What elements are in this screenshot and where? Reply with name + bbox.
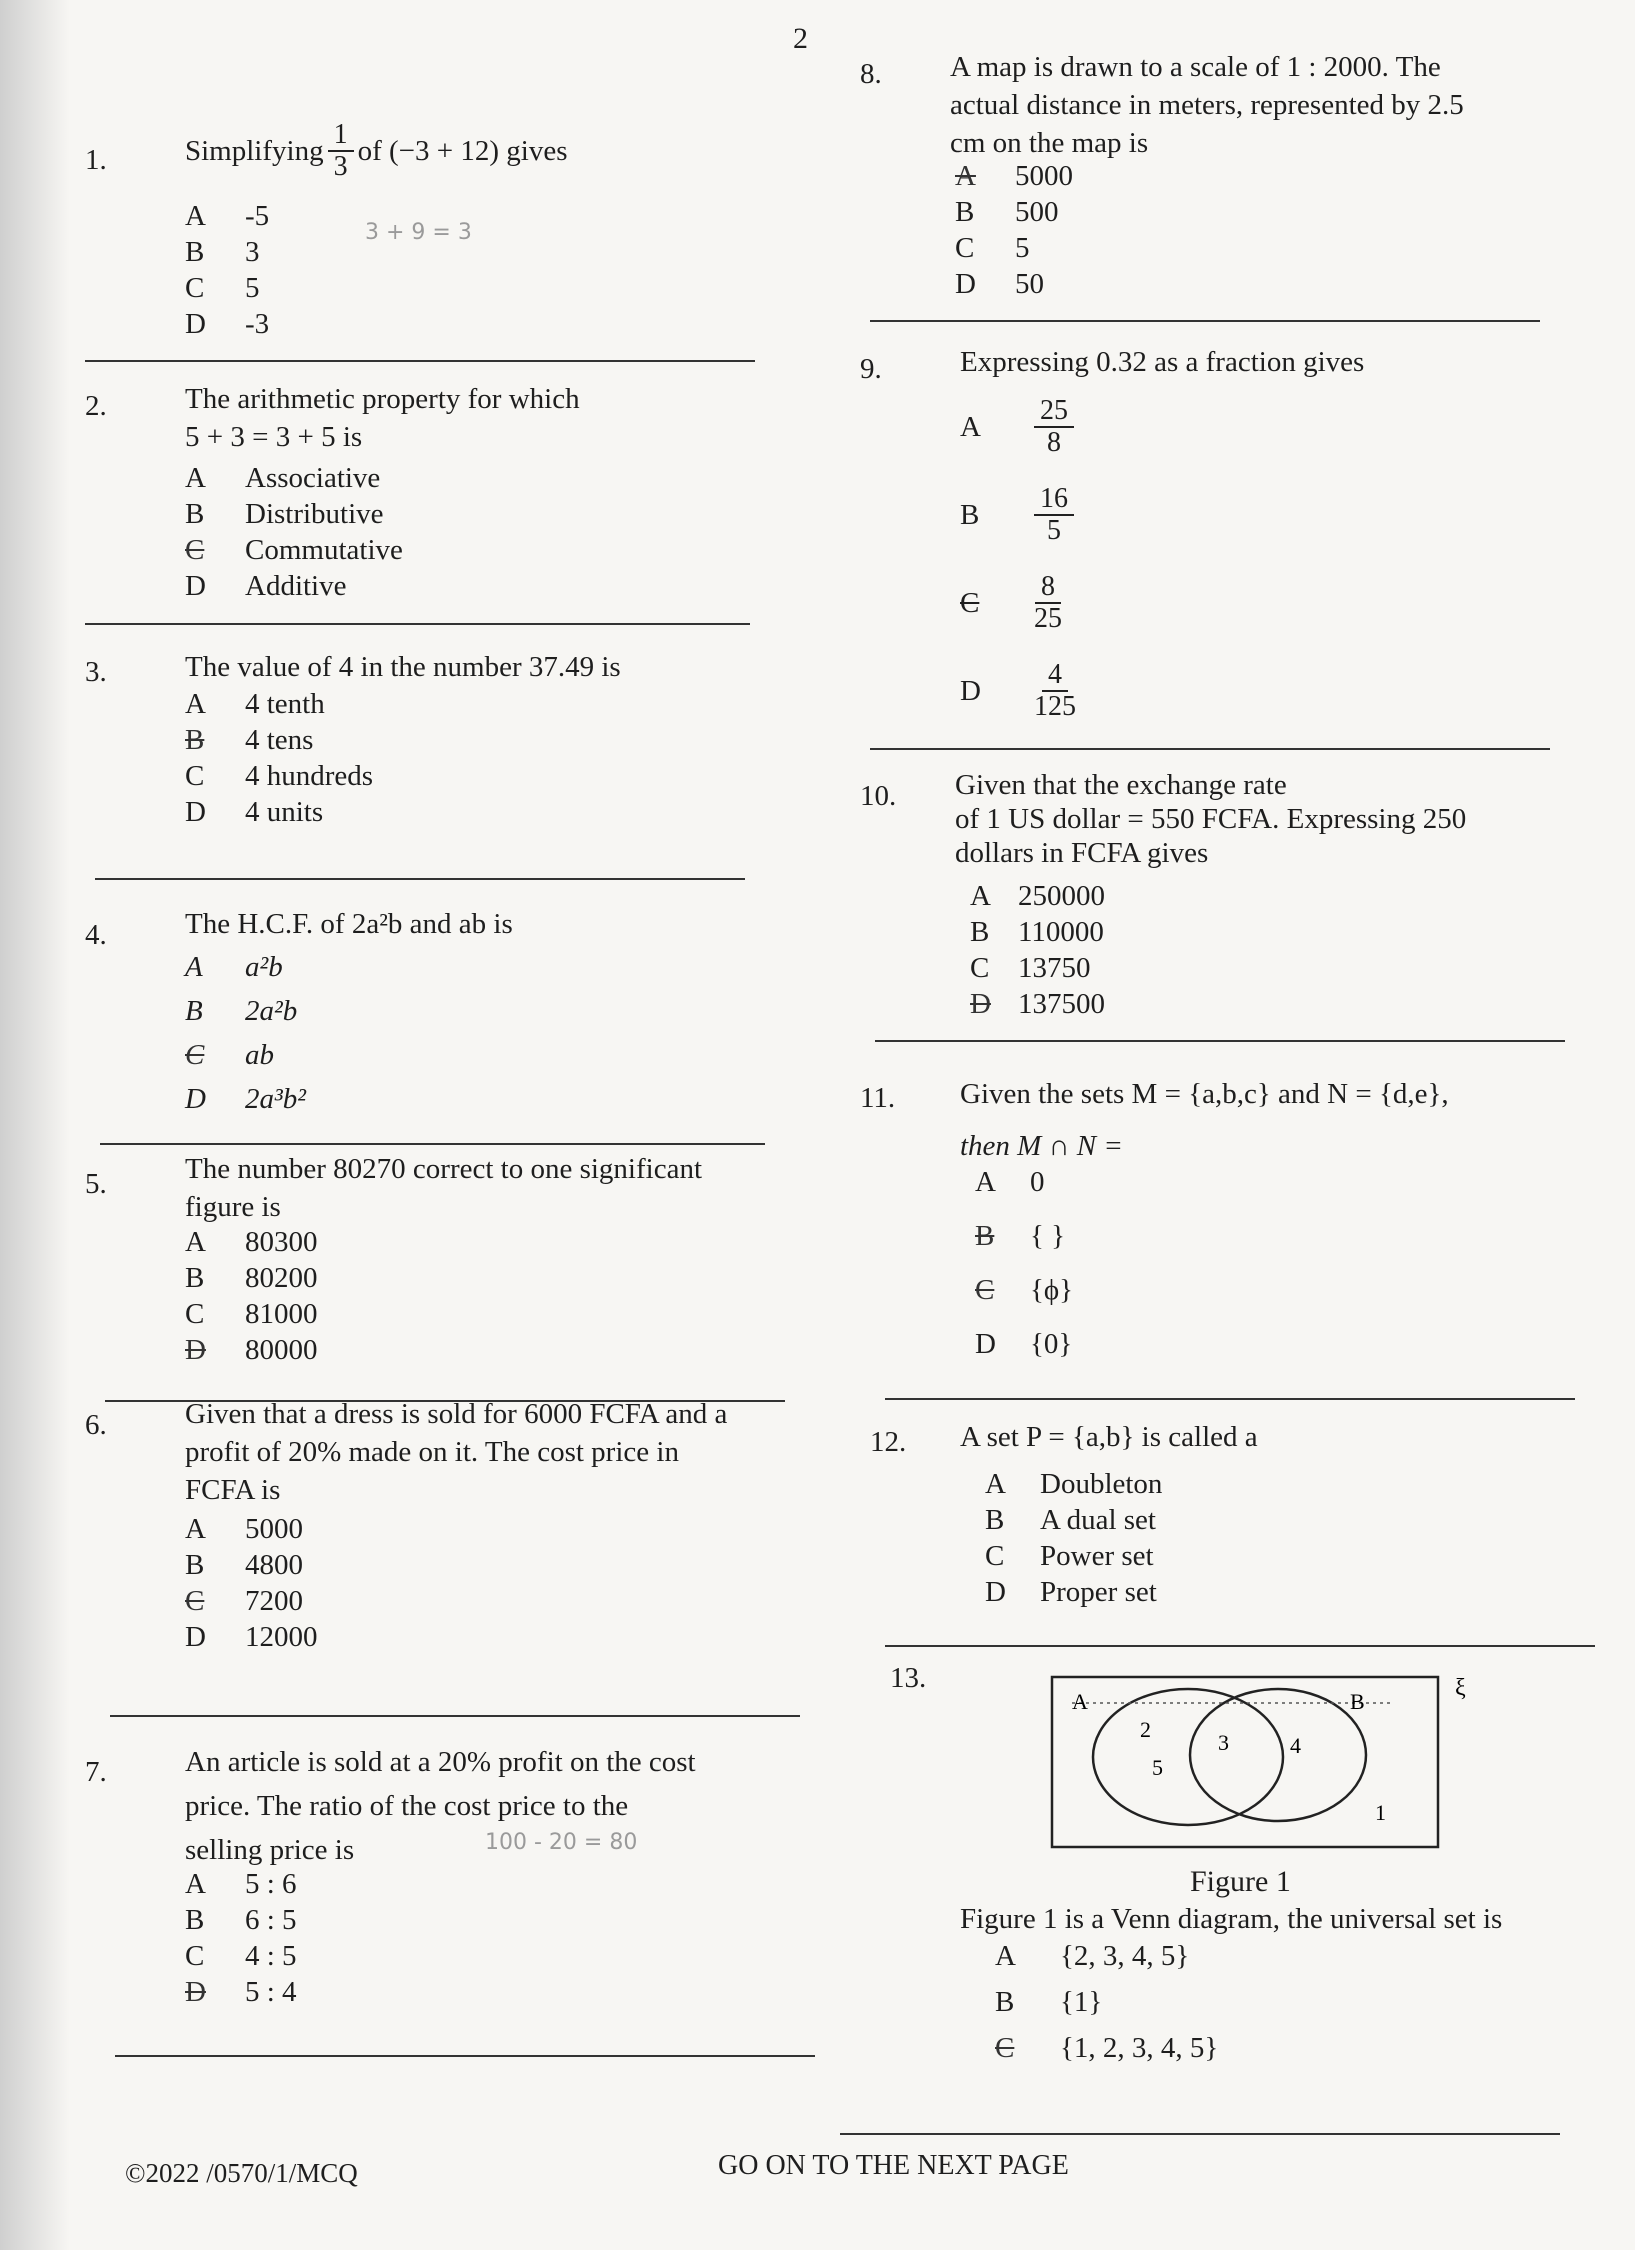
question-line: Given the sets M = {a,b,c} and N = {d,e}, [960, 1078, 1449, 1110]
fraction-denominator: 5 [1047, 515, 1061, 546]
fraction [1034, 572, 1062, 634]
question-line: profit of 20% made on it. The cost price in [185, 1436, 679, 1468]
separator [885, 1398, 1575, 1400]
option-d[interactable] [960, 647, 1080, 735]
option-value: Distributive [245, 498, 384, 530]
option-letter: C [185, 1039, 205, 1071]
options-list [185, 1513, 318, 1657]
question-text: Figure 1 is a Venn diagram, the universal set is [960, 1903, 1503, 1935]
option-c-marked[interactable] [995, 2032, 1218, 2078]
option-letter: D [960, 674, 981, 707]
option-letter: A [955, 160, 976, 192]
option-value: -5 [245, 200, 270, 232]
question-number: 4. [85, 919, 107, 951]
option-value: 5 [245, 272, 260, 304]
option-letter: C [185, 272, 205, 304]
option-value: 13750 [1018, 952, 1091, 984]
separator [115, 2055, 815, 2057]
option-letter: C [975, 1274, 995, 1306]
option-a[interactable] [185, 1513, 318, 1549]
question-line: The number 80270 correct to one significant [185, 1153, 703, 1185]
question-number: 3. [85, 656, 107, 688]
region-outside: 1 [1375, 1800, 1386, 1825]
option-d[interactable] [185, 796, 373, 832]
fraction-denominator: 8 [1047, 427, 1061, 458]
options-list [185, 1226, 318, 1370]
option-c[interactable] [185, 272, 269, 308]
question-line: An article is sold at a 20% profit on the cost [185, 1746, 696, 1778]
separator [870, 748, 1550, 750]
option-value: 7200 [245, 1585, 303, 1617]
option-d[interactable] [185, 1083, 306, 1127]
option-value: 137500 [1018, 988, 1105, 1020]
fraction-numerator: 4 [1042, 660, 1068, 692]
separator [885, 1645, 1595, 1647]
option-b[interactable] [955, 196, 1073, 232]
option-value: 81000 [245, 1298, 318, 1330]
handwritten-note: 3 + 9 = 3 [365, 220, 472, 245]
separator [870, 320, 1540, 322]
option-value: 4 tens [245, 724, 314, 756]
option-letter: D [970, 988, 991, 1020]
option-letter: B [995, 1986, 1015, 2018]
fraction-numerator: 1 [328, 120, 354, 152]
option-b[interactable] [185, 1262, 318, 1298]
option-c[interactable] [185, 760, 373, 796]
option-value: a²b [245, 951, 283, 983]
option-letter: C [985, 1540, 1005, 1572]
option-c[interactable] [185, 1940, 297, 1976]
option-a[interactable] [975, 1166, 1073, 1220]
question-text-part: of (−3 + 12) gives [357, 135, 568, 167]
question-line: Given that a dress is sold for 6000 FCFA and a [185, 1398, 728, 1430]
fraction [1034, 660, 1076, 722]
option-a[interactable] [960, 383, 1080, 471]
question-number: 1. [85, 144, 107, 176]
question-line: A map is drawn to a scale of 1 : 2000. The [950, 51, 1441, 83]
option-c-marked[interactable] [185, 1039, 306, 1083]
option-value: A dual set [1040, 1504, 1156, 1536]
option-b[interactable] [185, 1549, 318, 1585]
exam-code: ©2022 /0570/1/MCQ [125, 2158, 358, 2188]
options-list [995, 1940, 1218, 2078]
question-text: Expressing 0.32 as a fraction gives [960, 346, 1365, 378]
option-d[interactable] [955, 268, 1073, 304]
option-c-marked[interactable] [185, 1585, 318, 1621]
question-line: FCFA is [185, 1474, 281, 1506]
question-line: Given that the exchange rate [955, 769, 1287, 801]
option-letter: B [960, 498, 980, 531]
region-intersection: 3 [1218, 1730, 1229, 1755]
page-number: 2 [793, 22, 808, 55]
option-b[interactable] [185, 1904, 297, 1940]
option-d-marked[interactable] [970, 988, 1105, 1024]
question-line: cm on the map is [950, 127, 1149, 159]
option-letter: C [185, 1298, 205, 1330]
question-line: actual distance in meters, represented by 2.5 [950, 89, 1464, 121]
region-a-only: 2 [1140, 1717, 1151, 1742]
separator [85, 360, 755, 362]
handwritten-note: 100 - 20 = 80 [485, 1830, 638, 1855]
question-number: 12. [870, 1426, 907, 1458]
fraction-numerator: 25 [1034, 396, 1074, 428]
option-value: Doubleton [1040, 1468, 1163, 1500]
option-value: Associative [245, 462, 381, 494]
option-letter: C [185, 760, 205, 792]
region-a-only-2: 5 [1152, 1755, 1163, 1780]
option-value: 3 [245, 236, 260, 268]
fraction [1034, 484, 1074, 546]
option-letter: C [955, 232, 975, 264]
question-text [185, 380, 795, 456]
question-number: 7. [85, 1756, 107, 1788]
fraction-denominator: 125 [1034, 691, 1076, 722]
option-letter: B [970, 916, 990, 948]
question-number: 5. [85, 1168, 107, 1200]
option-c-marked[interactable] [185, 534, 403, 570]
option-d[interactable] [185, 570, 403, 606]
option-b-marked[interactable] [185, 724, 373, 760]
question-line: dollars in FCFA gives [955, 837, 1209, 869]
question-number: 10. [860, 780, 897, 812]
option-letter: A [995, 1940, 1016, 1972]
separator [95, 878, 745, 880]
figure-caption: Figure 1 [1190, 1865, 1291, 1898]
option-letter: A [185, 951, 203, 983]
option-letter: B [185, 1262, 205, 1294]
option-c[interactable] [955, 232, 1073, 268]
option-letter: C [995, 2032, 1015, 2064]
venn-diagram [1050, 1675, 1470, 1860]
option-d[interactable] [985, 1576, 1162, 1612]
option-value: 4 tenth [245, 688, 325, 720]
option-b[interactable] [960, 471, 1080, 559]
question-text [955, 768, 1565, 870]
question-line: of 1 US dollar = 550 FCFA. Expressing 250 [955, 803, 1467, 835]
option-value: 4800 [245, 1549, 303, 1581]
option-value: -3 [245, 308, 270, 340]
option-letter: B [185, 1904, 205, 1936]
option-letter: C [185, 1585, 205, 1617]
option-letter: B [185, 498, 205, 530]
option-a-marked[interactable] [955, 160, 1073, 196]
region-b-only: 4 [1290, 1733, 1301, 1758]
question-text [185, 1150, 795, 1226]
option-letter: A [185, 1868, 206, 1900]
option-value: 4 units [245, 796, 324, 828]
option-value: 5 [1015, 232, 1030, 264]
option-letter: A [185, 200, 206, 232]
option-b[interactable] [995, 1986, 1218, 2032]
option-c[interactable] [970, 952, 1105, 988]
option-c-marked[interactable] [960, 559, 1080, 647]
option-b[interactable] [185, 236, 269, 272]
option-letter: D [985, 1576, 1006, 1608]
option-value: 500 [1015, 196, 1059, 228]
options-list [970, 880, 1105, 1024]
option-letter: D [185, 1083, 206, 1115]
option-value: 5 : 4 [245, 1976, 297, 2008]
option-a[interactable] [185, 1868, 297, 1904]
option-d[interactable] [185, 1621, 318, 1657]
option-c[interactable] [985, 1540, 1162, 1576]
option-a[interactable] [985, 1468, 1162, 1504]
option-b[interactable] [970, 916, 1105, 952]
option-d-marked[interactable] [185, 1976, 297, 2012]
option-b-marked[interactable] [975, 1220, 1073, 1274]
options-list [185, 688, 373, 832]
option-letter: B [185, 1549, 205, 1581]
option-letter: C [185, 1940, 205, 1972]
fraction-denominator: 3 [333, 151, 348, 182]
option-value: 4 hundreds [245, 760, 374, 792]
option-value: Proper set [1040, 1576, 1157, 1608]
option-b[interactable] [185, 498, 403, 534]
option-letter: D [185, 1976, 206, 2008]
options-list [960, 383, 1080, 735]
option-a[interactable] [185, 462, 403, 498]
options-list [975, 1166, 1073, 1382]
fraction-denominator: 25 [1034, 603, 1062, 634]
separator [875, 1040, 1565, 1042]
option-letter: D [185, 1621, 206, 1653]
question-text-part: Simplifying [185, 135, 324, 167]
option-b[interactable] [985, 1504, 1162, 1540]
set-b-ellipse [1190, 1689, 1366, 1821]
option-letter: A [985, 1468, 1006, 1500]
option-d[interactable] [185, 308, 269, 344]
footer-separator [840, 2133, 1560, 2135]
next-page-notice: GO ON TO THE NEXT PAGE [718, 2150, 1069, 2181]
option-value: 250000 [1018, 880, 1105, 912]
option-letter: C [960, 586, 980, 619]
option-value: {1} [1060, 1986, 1103, 2018]
option-d[interactable] [975, 1328, 1073, 1382]
option-value: 4 : 5 [245, 1940, 297, 1972]
option-letter: D [185, 1334, 206, 1366]
option-letter: D [185, 308, 206, 340]
venn-svg [1050, 1675, 1470, 1855]
question-text: A set P = {a,b} is called a [960, 1421, 1258, 1453]
option-letter: B [975, 1220, 995, 1252]
option-value: { } [1030, 1220, 1066, 1252]
separator [110, 1715, 800, 1717]
option-value: 50 [1015, 268, 1044, 300]
fraction [328, 120, 354, 182]
universal-symbol: ξ [1455, 1675, 1466, 1701]
option-value: {2, 3, 4, 5} [1060, 1940, 1190, 1972]
question-number: 9. [860, 353, 882, 385]
question-line: figure is [185, 1191, 281, 1223]
option-a[interactable] [185, 951, 306, 995]
option-a[interactable] [185, 1226, 318, 1262]
question-number: 8. [860, 58, 882, 90]
option-letter: B [985, 1504, 1005, 1536]
options-list [185, 1868, 297, 2012]
option-letter: A [970, 880, 991, 912]
option-value: 5000 [1015, 160, 1073, 192]
option-value: {ϕ} [1030, 1274, 1074, 1306]
option-value: 80200 [245, 1262, 318, 1294]
option-a[interactable] [970, 880, 1105, 916]
option-letter: C [970, 952, 990, 984]
question-text [960, 1068, 1580, 1172]
option-c[interactable] [185, 1298, 318, 1334]
question-text [950, 48, 1550, 162]
question-line: selling price is [185, 1834, 355, 1866]
option-a[interactable] [185, 200, 269, 236]
option-value: {1, 2, 3, 4, 5} [1060, 2032, 1219, 2064]
option-value: 5 : 6 [245, 1868, 297, 1900]
options-list [955, 160, 1073, 304]
option-d-marked[interactable] [185, 1334, 318, 1370]
option-b[interactable] [185, 995, 306, 1039]
question-number: 6. [85, 1409, 107, 1441]
option-letter: D [975, 1328, 996, 1360]
question-line: then M ∩ N = [960, 1130, 1123, 1162]
question-line: 5 + 3 = 3 + 5 is [185, 421, 363, 453]
question-text: The value of 4 in the number 37.49 is [185, 651, 621, 683]
option-value: ab [245, 1039, 274, 1071]
option-a[interactable] [995, 1940, 1218, 1986]
option-value: 2a²b [245, 995, 298, 1027]
fraction-numerator: 16 [1034, 484, 1074, 516]
option-value: Power set [1040, 1540, 1154, 1572]
option-value: 0 [1030, 1166, 1045, 1198]
option-letter: A [975, 1166, 996, 1198]
options-list [985, 1468, 1162, 1612]
separator [85, 623, 750, 625]
option-letter: D [185, 796, 206, 828]
option-value: 80000 [245, 1334, 318, 1366]
question-text [185, 120, 795, 182]
option-letter: D [955, 268, 976, 300]
scan-shadow [0, 0, 70, 2250]
option-value: 5000 [245, 1513, 303, 1545]
option-letter: B [185, 995, 203, 1027]
question-number: 2. [85, 390, 107, 422]
options-list [185, 200, 269, 344]
question-number: 11. [860, 1082, 896, 1114]
option-letter: A [185, 1226, 206, 1258]
option-letter: B [185, 724, 205, 756]
option-letter: A [185, 462, 206, 494]
option-value: 6 : 5 [245, 1904, 297, 1936]
question-line: price. The ratio of the cost price to the [185, 1790, 629, 1822]
option-value: {0} [1030, 1328, 1073, 1360]
option-a[interactable] [185, 688, 373, 724]
option-letter: A [185, 688, 206, 720]
question-text: The H.C.F. of 2a²b and ab is [185, 908, 513, 940]
option-value: Additive [245, 570, 347, 602]
set-b-label: B [1350, 1689, 1365, 1714]
fraction [1034, 396, 1074, 458]
option-letter: B [955, 196, 975, 228]
option-letter: A [185, 1513, 206, 1545]
option-letter: C [185, 534, 205, 566]
option-value: 80300 [245, 1226, 318, 1258]
option-value: 110000 [1018, 916, 1104, 948]
option-letter: D [185, 570, 206, 602]
set-a-ellipse [1093, 1689, 1283, 1825]
option-c-marked[interactable] [975, 1274, 1073, 1328]
option-value: 2a³b² [245, 1083, 306, 1115]
option-letter: B [185, 236, 205, 268]
separator [100, 1143, 765, 1145]
option-value: 12000 [245, 1621, 318, 1653]
question-text [185, 1395, 825, 1509]
question-number: 13. [890, 1662, 927, 1694]
option-value: Commutative [245, 534, 403, 566]
fraction-numerator: 8 [1035, 572, 1061, 604]
options-list [185, 951, 306, 1127]
question-line: The arithmetic property for which [185, 383, 580, 415]
options-list [185, 462, 403, 606]
set-a-label: A [1072, 1689, 1088, 1714]
option-letter: A [960, 410, 981, 443]
